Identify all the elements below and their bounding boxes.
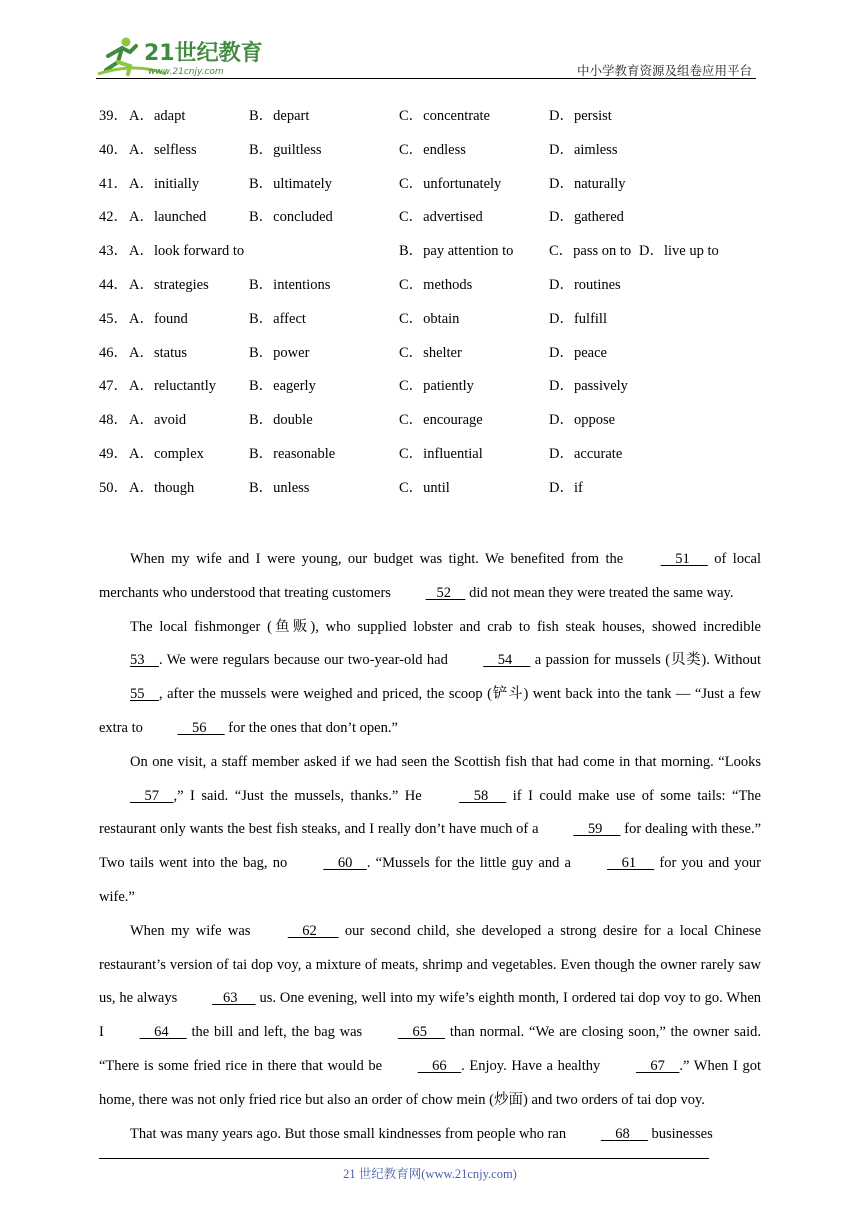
blank-56: 56 [192, 719, 207, 736]
option-c: C．encourage [399, 412, 483, 429]
option-row-47 [99, 376, 759, 410]
text-run: for you and your wife.” [99, 855, 762, 905]
text-run: . We were regulars because our two-year-old had [159, 652, 453, 669]
option-c: C．patiently [399, 378, 474, 395]
blank-59: 59 [587, 821, 603, 838]
footer-divider [99, 1158, 709, 1159]
blank-54: 54 [497, 652, 513, 669]
option-row-49 [99, 444, 759, 478]
option-b: B．ultimately [249, 175, 332, 192]
option-c: C．methods [399, 276, 473, 293]
option-d: D．persist [549, 108, 612, 124]
option-a: A．status [129, 344, 187, 361]
text-run: ,” I said. “Just the mussels, thanks.” He [173, 787, 429, 804]
options-list [99, 106, 759, 512]
text-run: than normal. “We are closing soon,” the owner said. “There is some fried rice in there that would be [99, 1024, 761, 1074]
option-d: D．gathered [549, 209, 624, 226]
blank-57: 57 [144, 787, 159, 804]
text-run: , after the mussels were weighed and priced, the scoop (铲斗) went back into the tank — “Just a few extra to [99, 686, 761, 736]
text-run: . Enjoy. Have a healthy [461, 1057, 605, 1074]
option-d: D．live up to [639, 243, 719, 260]
cloze-passage [99, 543, 761, 1151]
question-number: 49． [99, 445, 128, 462]
text-run: the bill and left, the bag was [186, 1024, 367, 1041]
text-run: businesses [647, 1125, 713, 1142]
text-run: our second child, she developed a strong desire for a local Chinese restaurant’s version of tai dop voy, a mixture of meats, shrimp and vegetables. Even though the owner rarely saw us, he always [99, 922, 762, 1007]
text-run: us. One evening, well into my wife’s eighth month, I ordered tai dop voy to go. When I [99, 990, 761, 1041]
option-c: C．shelter [399, 344, 462, 361]
option-a: A．found [129, 310, 188, 327]
question-number: 48． [99, 412, 128, 429]
option-a: A．strategies [129, 276, 209, 293]
question-number: 41． [99, 175, 128, 192]
blank-51: 51 [675, 551, 690, 567]
option-row-40 [99, 140, 759, 174]
option-c: C．pass on to [549, 243, 632, 260]
text-run: That was many years ago. But those small kindnesses from people who ran [130, 1125, 570, 1142]
option-b: B．reasonable [249, 445, 336, 462]
option-a: A．adapt [129, 108, 186, 124]
blank-63: 63 [222, 990, 238, 1007]
question-number: 45． [99, 310, 128, 327]
option-a: A．look forward to [129, 243, 245, 260]
text-run: did not mean they were treated the same way. [465, 584, 734, 601]
header-tagline: 中小学教育资源及组卷应用平台 [576, 63, 752, 78]
option-d: D．if [549, 479, 583, 496]
option-a: A．launched [129, 209, 207, 226]
page-header [96, 30, 756, 80]
text-run: if I could make use of some tails: “The restaurant only wants the best fish steaks, and I really don’t have much of a [99, 787, 761, 838]
option-a: A．avoid [129, 412, 187, 429]
blank-53: 53 [130, 652, 145, 669]
option-c: C．endless [399, 141, 466, 158]
question-number: 43． [99, 243, 128, 260]
text-run: of local merchants who understood that treating customers [99, 551, 761, 601]
text-run: When my wife was [130, 922, 257, 939]
option-a: A．selfless [129, 141, 197, 158]
option-b: B．unless [249, 479, 310, 496]
option-c: C．unfortunately [399, 175, 502, 192]
option-d: D．aimless [549, 141, 618, 158]
text-run: for dealing with these.” Two tails went into the bag, no [99, 821, 762, 872]
text-run: On one visit, a staff member asked if we had seen the Scottish fish that had come in that morning. “Looks [130, 753, 761, 770]
blank-64: 64 [154, 1024, 169, 1041]
paragraph-5 [99, 1118, 761, 1152]
option-row-48 [99, 410, 759, 444]
paragraph-3 [99, 746, 761, 915]
svg-text:www.21cnjy.com: www.21cnjy.com [148, 67, 224, 77]
option-c: C．obtain [399, 310, 460, 327]
option-d: D．routines [549, 276, 621, 293]
option-c: C．concentrate [399, 108, 490, 124]
option-row-46 [99, 343, 759, 377]
option-b: B．intentions [249, 276, 331, 293]
option-c: C．influential [399, 445, 483, 462]
option-b: B．eagerly [249, 378, 316, 395]
blank-67: 67 [650, 1057, 665, 1074]
footer-source: 21 世纪教育网(www.21cnjy.com) [343, 1167, 517, 1181]
option-b: B．affect [249, 310, 306, 327]
option-a: A．complex [129, 445, 204, 462]
text-run: a passion for mussels (贝类). Without [530, 652, 761, 669]
option-b: B．power [249, 344, 310, 361]
text-run: for the ones that don’t open.” [224, 719, 398, 736]
option-row-39 [99, 106, 759, 140]
option-b: B．guiltless [249, 141, 322, 158]
option-a: A．initially [129, 175, 200, 192]
option-d: D．oppose [549, 412, 616, 429]
text-run: .” When I got home, there was not only fried rice but also an order of chow mein (炒面) and two orders of tai dop voy. [99, 1057, 762, 1108]
option-d: D．passively [549, 378, 628, 395]
paragraph-4 [99, 915, 761, 1118]
option-b: B．double [249, 412, 313, 429]
question-number: 47． [99, 378, 128, 395]
blank-68: 68 [615, 1125, 630, 1142]
question-number: 50． [99, 479, 128, 496]
paragraph-2 [99, 611, 761, 746]
option-d: D．peace [549, 344, 607, 361]
text-run: When my wife and I were young, our budget was tight. We benefited from the [130, 551, 630, 567]
text-run: . “Mussels for the little guy and a [366, 855, 577, 872]
blank-65: 65 [412, 1024, 427, 1041]
option-d: D．naturally [549, 175, 626, 192]
question-number: 44． [99, 276, 128, 293]
question-number: 42． [99, 209, 128, 226]
question-number: 39． [99, 108, 128, 124]
option-a: A．reluctantly [129, 378, 216, 395]
blank-60: 60 [337, 855, 353, 872]
option-b: B．pay attention to [399, 243, 514, 260]
paragraph-1 [99, 543, 761, 611]
blank-58: 58 [473, 787, 489, 804]
option-row-45 [99, 309, 759, 343]
site-logo [96, 34, 266, 78]
blank-61: 61 [621, 855, 637, 872]
question-number: 40． [99, 141, 128, 158]
option-row-41 [99, 174, 759, 208]
blank-62: 62 [302, 922, 317, 939]
option-d: D．accurate [549, 445, 623, 462]
option-row-50 [99, 478, 759, 512]
option-b: B．concluded [249, 209, 333, 226]
blank-55: 55 [130, 686, 145, 703]
blank-52: 52 [436, 584, 451, 601]
text-run: The local fishmonger (鱼贩), who supplied lobster and crab to fish steak houses, showed incredible [130, 618, 761, 635]
header-divider [96, 78, 756, 79]
blank-66: 66 [432, 1057, 447, 1074]
option-row-43 [99, 241, 759, 275]
option-b: B．depart [249, 108, 310, 124]
option-c: C．until [399, 479, 450, 496]
option-c: C．advertised [399, 209, 483, 226]
svg-text:21世纪教育: 21世纪教育 [144, 41, 263, 66]
option-a: A．though [129, 479, 195, 496]
option-d: D．fulfill [549, 310, 607, 327]
option-row-42 [99, 207, 759, 241]
question-number: 46． [99, 344, 128, 361]
option-row-44 [99, 275, 759, 309]
